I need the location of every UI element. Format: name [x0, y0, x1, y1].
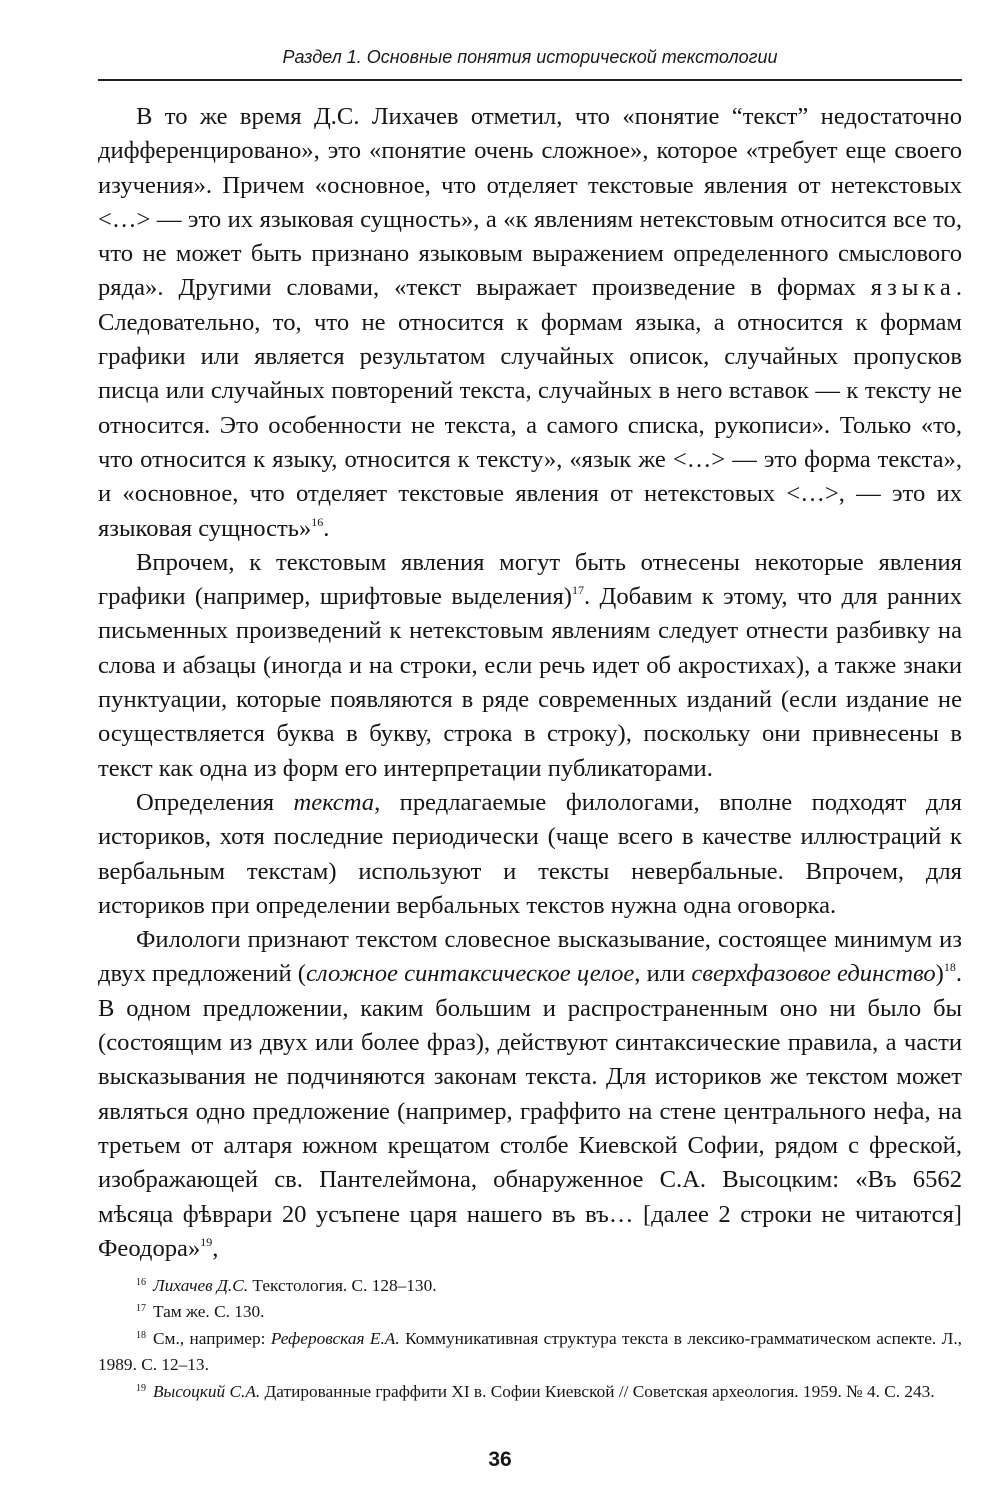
- footnote-ref: 17: [571, 583, 584, 598]
- footnote-number: 16: [136, 1277, 146, 1288]
- footnote: $^{18}$ См., например: Реферовская Е.А. Коммуникативная структура текста в лексико-грамматическом аспекте. Л., 1989. С. 12–13.: [98, 1328, 962, 1375]
- footnote: $^{17}$ Там же. С. 130.: [136, 1302, 265, 1322]
- footnote-number: 19: [136, 1382, 146, 1394]
- footnote-number: 17: [136, 1303, 146, 1315]
- paragraph: Определения текста, предлагаемые филологами, вполне подходят для историков, хотя последние периодически (чаще всего в качестве иллюстраций к вербальным текстам) используют и тексты невербальные. Впрочем, для историков при определении вербальных текстов нужна одна оговорка.: [98, 788, 962, 919]
- footnote-ref: 18: [943, 960, 956, 975]
- paragraph: Впрочем, к текстовым явления могут быть отнесены некоторые явления графики (например, шрифтовые выделения)$^{17}$. Добавим к этому, что для ранних письменных произведений к нетекстовым явлениям следует отнести разбивку на слова и абзацы (иногда и на строки, если речь идет об акростихах), а также знаки пунктуации, которые появляются в ряде современных изданий (если издание не осуществляется буква в букву, строка в строку), поскольку они привнесены в текст как одна из форм его интерпретации публикаторами.: [98, 548, 962, 782]
- footnote-ref: 19: [200, 1234, 213, 1249]
- author-name: Реферовская Е.А.: [270, 1328, 400, 1348]
- spaced-word: языка: [870, 274, 956, 302]
- italic-term: сложное синтаксическое целое: [306, 960, 635, 988]
- page-number: 36: [488, 1448, 512, 1471]
- header-rule: [98, 79, 962, 81]
- italic-term: текста: [293, 788, 375, 816]
- paragraph: В то же время Д.С. Лихачев отметил, что «понятие “текст” недостаточно дифференцировано», это «понятие очень сложное», которое «требует еще своего изучения». Причем «основное, что отделяет текстовые явления от нетекстовых <…> — это их языковая сущность», а «к явлениям нетекстовым относится все то, что не может быть признано языковым выражением определенного смыслового ряда». Другими словами, «текст выражает произведение в формах языка. Следовательно, то, что не относится к формам языка, а относится к формам графики или является результатом случайных описок, случайных пропусков писца или случайных повторений текста, случайных в него вставок — к тексту не относится. Это особенности не текста, а самого списка, рукописи». Только «то, что относится к языку, относится к тексту», «язык же <…> — это форма текста», и «основное, что отделяет текстовые явления от нетекстовых <…>, — это их языковая сущность»$^{16}$.: [98, 103, 962, 542]
- author-name: Высоцкий С.А.: [153, 1381, 261, 1401]
- author-name: Лихачев Д.С.: [153, 1276, 249, 1295]
- footnotes: [98, 1273, 962, 1405]
- footnote-ref: 16: [311, 514, 324, 529]
- italic-term: сверхфазовое единство: [691, 960, 936, 988]
- paragraph: Филологи признают текстом словесное высказывание, состоящее минимум из двух предложений (сложное синтаксическое целое, или сверхфазовое единство)$^{18}$. В одном предложении, каким большим и распространенным оно ни было бы (состоящим из двух или более фраз), действуют синтаксические правила, а части высказывания не подчиняются законам текста. Для историков же текстом может являться одно предложение (например, граффито на стене центрального нефа, на третьем от алтаря южном крещатом столбе Киевской Софии, рядом с фреской, изображающей св. Пантелеймона, обнаруженное С.А. Высоцким: «Въ 6562 мѣсяца фѣврари 20 усъпене царя нашего въ въ… [далее 2 строки не читаются] Феодора»$^{19}$,: [98, 926, 962, 1262]
- footnote: $^{16}$ Лихачев Д.С. Текстология. С. 128–130.: [136, 1276, 437, 1295]
- main-text: [98, 100, 962, 1266]
- footnote-number: 18: [136, 1329, 146, 1341]
- running-head: Раздел 1. Основные понятия исторической текстологии: [282, 47, 778, 67]
- footnote: $^{19}$ Высоцкий С.А. Датированные граффити XI в. Софии Киевской // Советская археология. 1959. № 4. С. 243.: [136, 1381, 935, 1401]
